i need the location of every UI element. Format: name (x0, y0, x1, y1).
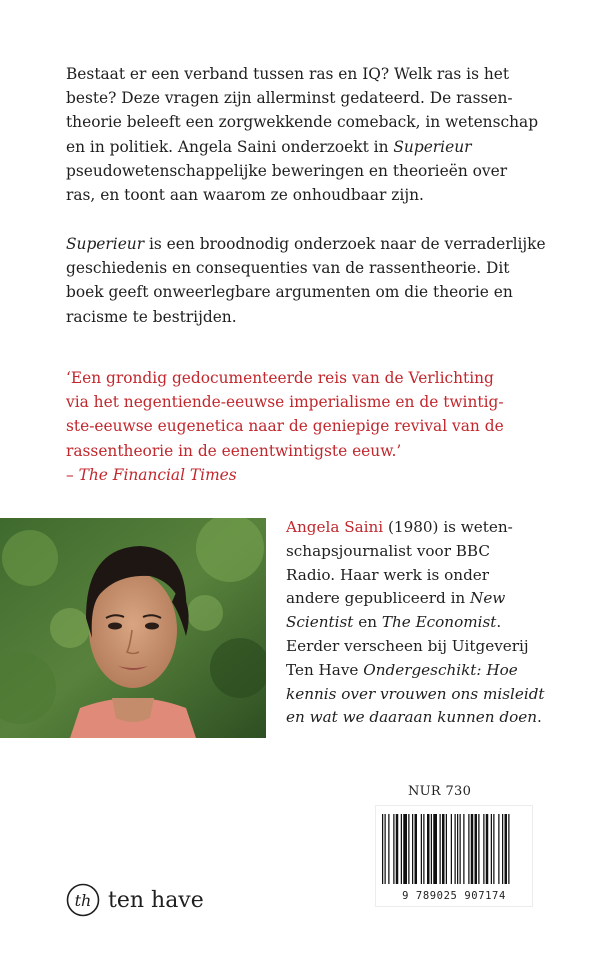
barcode-bar (431, 814, 432, 884)
barcode-bar (396, 814, 399, 884)
barcode-bar (460, 814, 461, 884)
bio-italic: The Economist (381, 613, 497, 632)
barcode-bar (421, 814, 422, 884)
quote-line: ste-eeuwse eugenetica naar de geniepige revival van de (66, 417, 504, 436)
barcode-bar (446, 814, 447, 884)
book-title: Superieur (393, 137, 472, 156)
quote-line: rassentheorie in de eenentwintigste eeuw.’ (66, 441, 402, 460)
barcode-bar (440, 814, 441, 884)
quote-attribution (66, 463, 556, 487)
barcode-bar (393, 814, 394, 884)
barcode-bar (382, 814, 383, 884)
quote-source: The Financial Times (78, 465, 237, 484)
summary-line: boek geeft onweerlegbare argumenten om die theorie en (66, 283, 513, 302)
barcode-bar (442, 814, 445, 884)
author-photo (0, 518, 266, 738)
intro-line: Bestaat er een verband tussen ras en IQ? Welk ras is het (66, 65, 510, 83)
attribution-dash: – (66, 465, 79, 484)
barcode-bar (408, 814, 409, 884)
barcode-bar (423, 814, 424, 884)
bio-text: Ten Have (286, 660, 364, 679)
publisher-name: ten have (108, 887, 204, 913)
barcode-bar (412, 814, 413, 884)
bio-text: schapsjournalist voor BBC (286, 541, 491, 560)
bio-italic: Scientist (286, 613, 354, 632)
bio-text: (1980) is weten- (383, 518, 513, 536)
publisher-logo (66, 880, 204, 920)
barcode-bar (455, 814, 456, 884)
intro-line: beste? Deze vragen zijn allerminst gedateerd. De rassen- (66, 89, 513, 108)
summary-line: racisme te bestrijden. (66, 307, 237, 326)
intro-line: en in politiek. Angela Saini onderzoekt in (66, 137, 394, 156)
bio-text: andere gepubliceerd in (286, 589, 471, 608)
nur-code: NUR 730 (408, 784, 472, 799)
bio-italic: New (470, 589, 506, 608)
intro-line: ras, en toont aan waarom ze onhoudbaar zijn. (66, 186, 424, 205)
press-quote (66, 366, 556, 487)
isbn-number: 9 789025 907174 (402, 890, 506, 902)
intro-paragraph (66, 62, 556, 207)
barcode-bar (403, 814, 407, 884)
quote-line: ‘Een grondig gedocumenteerde reis van de Verlichting (66, 369, 494, 387)
barcode-bar (451, 814, 452, 884)
bio-text: Radio. Haar werk is onder (286, 565, 490, 584)
intro-line: theorie beleeft een zorgwekkende comeback, in wetenschap (66, 113, 539, 132)
barcode-bar (463, 814, 464, 884)
barcode-bar (415, 814, 418, 884)
book-title: Superieur (66, 235, 145, 253)
publisher-emblem-letters: th (74, 891, 92, 910)
barcode-bar (491, 814, 492, 884)
bio-italic: en wat we daaraan kunnen doen (286, 708, 537, 727)
intro-line: pseudowetenschappelijke beweringen en theorieën over (66, 161, 508, 180)
barcode-bar (388, 814, 389, 884)
bio-text: Eerder verscheen bij Uitgeverij (286, 636, 529, 655)
quote-line: via het negentiende-eeuwse imperialisme en de twintig- (66, 393, 504, 412)
barcode-bar (483, 814, 484, 884)
bio-text: . (496, 613, 502, 632)
barcode-bar (505, 814, 508, 884)
publisher-emblem-icon (66, 883, 100, 917)
barcode-bar (427, 814, 430, 884)
barcode-bar (478, 814, 479, 884)
bio-text: en (353, 613, 382, 632)
summary-paragraph (66, 232, 556, 329)
barcode-bars (376, 806, 532, 888)
author-bio (286, 516, 576, 730)
author-name: Angela Saini (286, 518, 384, 536)
barcode-bar (475, 814, 478, 884)
barcode-bar (468, 814, 469, 884)
summary-line: is een broodnodig onderzoek naar de verraderlijke (144, 235, 546, 253)
bio-italic: kennis over vrouwen ons misleidt (286, 684, 545, 703)
barcode-bar (498, 814, 499, 884)
barcode-bar (508, 814, 509, 884)
barcode-bar (457, 814, 458, 884)
summary-line: geschiedenis en consequenties van de rassentheorie. Dit (66, 259, 510, 278)
bio-text: . (537, 708, 542, 727)
barcode-bar (493, 814, 494, 884)
barcode-bar (486, 814, 489, 884)
barcode-bar (401, 814, 402, 884)
barcode-bar (471, 814, 474, 884)
barcode-bar (433, 814, 437, 884)
barcode-bar (502, 814, 503, 884)
bio-italic: Ondergeschikt: Hoe (363, 660, 518, 679)
barcode-bar (385, 814, 386, 884)
